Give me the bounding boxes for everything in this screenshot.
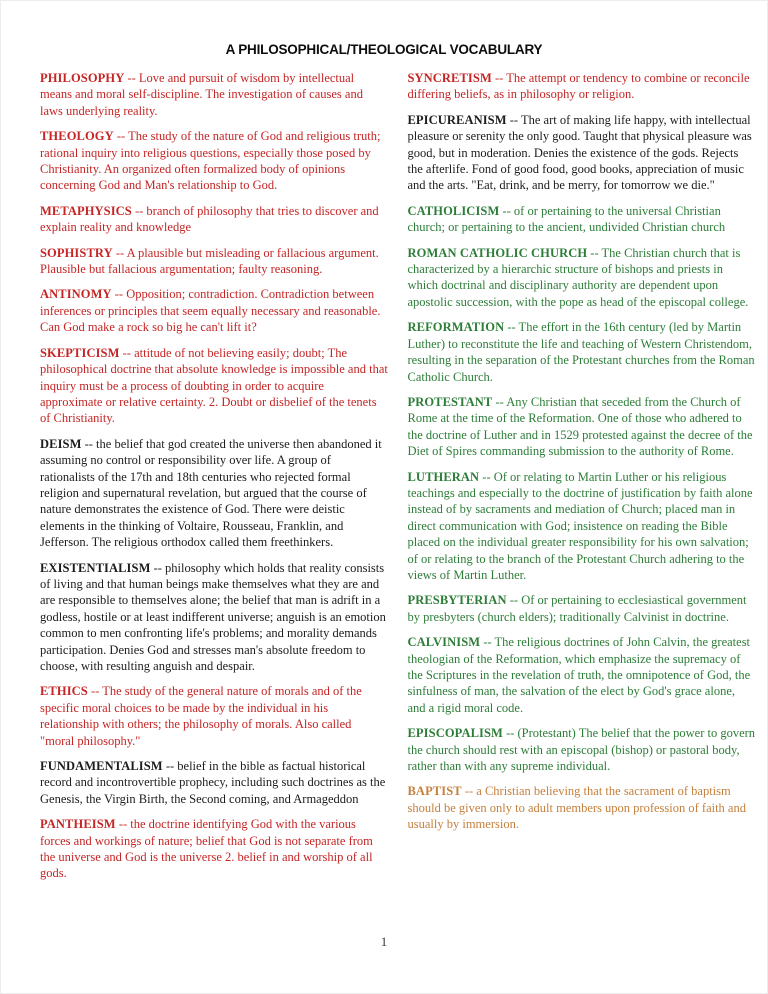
page-title: A PHILOSOPHICAL/THEOLOGICAL VOCABULARY bbox=[225, 42, 543, 57]
vocab-term: EPICUREANISM bbox=[407, 112, 507, 127]
vocab-entry bbox=[408, 245, 757, 311]
vocab-entry bbox=[40, 70, 389, 119]
vocab-term: ANTINOMY bbox=[40, 287, 112, 302]
vocab-definition: -- The effort in the 16th century (led by Martin Luther) to reconstitute the life and teaching of Western Christendom, resulting in the separation of the Protestant churches from the Roman Catholic Church. bbox=[407, 320, 755, 384]
vocab-term: METAPHYSICS bbox=[40, 203, 132, 218]
vocab-term: PROTESTANT bbox=[407, 394, 493, 409]
vocab-entry bbox=[40, 436, 389, 551]
vocab-term: DEISM bbox=[40, 436, 82, 451]
vocab-definition: -- The art of making life happy, with intellectual pleasure or serenity the only good. Taught that physical pleasure was good, but in moderation. Denies the existence of the gods. Rejects the afterlife. Fond of good food, good books, appreciation of music and the arts. "Eat, drink, and be merry, for tomorrow we die." bbox=[407, 112, 752, 193]
vocab-entry bbox=[40, 758, 389, 807]
vocab-entry bbox=[408, 112, 757, 194]
vocab-entry bbox=[408, 203, 757, 236]
vocab-term: REFORMATION bbox=[407, 320, 505, 335]
vocab-term: EPISCOPALISM bbox=[407, 726, 503, 741]
vocab-term: LUTHERAN bbox=[407, 469, 480, 484]
vocab-definition: -- The study of the general nature of morals and of the specific moral choices to be made by the individual in his relationship with others; the philosophy of morals. Also called "moral philosophy." bbox=[40, 684, 362, 748]
vocab-definition: -- Of or pertaining to ecclesiastical government by presbyters (church elders); traditionally Calvinist in doctrine. bbox=[407, 593, 747, 624]
vocab-definition: -- philosophy which holds that reality consists of living and that human beings make themselves what they are and are responsible to themselves alone; the belief that man is adrift in a godless, hostile or at least indifferent universe; anguish is an emotion common to men confronting life's problems; and morality demands participation. Denies God and stresses man's absolute freedom to choose, with resulting anguish and despair. bbox=[40, 560, 386, 673]
vocab-term: BAPTIST bbox=[407, 784, 462, 799]
vocab-definition: -- of or pertaining to the universal Christian church; or pertaining to the ancient, undivided Christian church bbox=[407, 203, 726, 235]
vocab-definition: -- attitude of not believing easily; doubt; The philosophical doctrine that absolute knowledge is impossible and that inquiry must be a process of doubting in order to acquire approximate or relative certainty. 2. Doubt or disbelief of the tenets of Christianity. bbox=[40, 345, 388, 426]
vocab-definition: -- The attempt or tendency to combine or reconcile differing beliefs, as in philosophy or religion. bbox=[407, 71, 750, 102]
vocab-entry bbox=[40, 560, 389, 675]
two-column-layout bbox=[40, 70, 756, 891]
vocab-term: ETHICS bbox=[40, 684, 88, 699]
vocab-term: PRESBYTERIAN bbox=[407, 593, 507, 608]
vocab-definition: -- a Christian believing that the sacrament of baptism should be given only to adult members upon profession of faith and usually by immersion. bbox=[407, 784, 746, 832]
vocab-definition: -- (Protestant) The belief that the power to govern the church should rest with an episcopal (bishop) or pastoral body, rather than with any supreme individual. bbox=[407, 726, 756, 774]
vocab-definition: -- the doctrine identifying God with the various forces and workings of nature; belief that God is not separate from the universe and God is the universe 2. belief in and worship of all gods. bbox=[40, 817, 373, 881]
vocab-entry bbox=[408, 469, 757, 584]
vocab-entry bbox=[408, 592, 757, 625]
vocab-entry bbox=[408, 394, 757, 460]
vocab-term: CATHOLICISM bbox=[407, 203, 500, 218]
vocab-term: SYNCRETISM bbox=[407, 71, 492, 85]
vocab-entry bbox=[40, 128, 389, 194]
vocab-entry bbox=[40, 683, 389, 749]
vocab-term: SOPHISTRY bbox=[40, 245, 113, 260]
vocab-term: FUNDAMENTALISM bbox=[40, 759, 163, 774]
vocab-definition: -- A plausible but misleading or fallacious argument. Plausible but fallacious argumentation; faulty reasoning. bbox=[40, 245, 379, 277]
vocab-definition: -- branch of philosophy that tries to discover and explain reality and knowledge bbox=[40, 203, 379, 235]
vocab-definition: -- Opposition; contradiction. Contradiction between inferences or principles that seem equally necessary and reasonable. Can God make a rock so big he can't lift it? bbox=[40, 287, 381, 335]
vocab-entry bbox=[408, 783, 757, 832]
vocab-term: THEOLOGY bbox=[40, 129, 114, 144]
left-column bbox=[40, 70, 389, 891]
vocab-entry bbox=[40, 816, 389, 882]
vocab-definition: -- The study of the nature of God and religious truth; rational inquiry into religious questions, especially those posed by Christianity. An organized often formalized body of opinions concerning God and Man's relationship to God. bbox=[40, 129, 381, 193]
vocab-entry bbox=[40, 345, 389, 427]
vocab-definition: -- The religious doctrines of John Calvin, the greatest theologian of the Reformation, which emphasize the supremacy of the Scriptures in the revelation of truth, the omnipotence of God, the sinfulness of man, the salvation of the elect by God's grace alone, and a rigid moral code. bbox=[407, 635, 751, 715]
vocab-term: SKEPTICISM bbox=[40, 345, 120, 360]
vocab-entry bbox=[408, 70, 757, 103]
vocab-term: EXISTENTIALISM bbox=[40, 560, 151, 575]
vocab-term: CALVINISM bbox=[407, 635, 481, 650]
vocab-term: PHILOSOPHY bbox=[40, 71, 125, 85]
vocab-term: PANTHEISM bbox=[40, 817, 116, 832]
right-column bbox=[408, 70, 757, 891]
vocab-definition: -- belief in the bible as factual historical record and incontrovertible prophecy, including such doctrines as the Genesis, the Virgin Birth, the Second coming, and Armageddon bbox=[40, 759, 386, 806]
vocab-entry bbox=[40, 245, 389, 278]
page-number: 1 bbox=[380, 934, 388, 949]
vocab-entry bbox=[408, 634, 757, 716]
vocab-entry bbox=[40, 203, 389, 236]
vocab-definition: -- the belief that god created the universe then abandoned it assuming no control or responsibility over life. A group of rationalists of the 17th and 18th centuries who rejected formal religion and supernatural revelation, but argued that the course of nature demonstrates the existence of God. There were deistic elements in the thinking of Voltaire, Rousseau, Franklin, and Jefferson. The religious orthodox called them freethinkers. bbox=[40, 436, 382, 550]
vocab-definition: -- Any Christian that seceded from the Church of Rome at the time of the Reformation. One of those who adhered to the doctrine of Luther and in 1529 protested against the decree of the Diet of Spires commanding submission to the authority of Rome. bbox=[407, 394, 753, 459]
vocab-definition: -- Of or relating to Martin Luther or his religious teachings and especially to the doctrine of justification by faith alone instead of by sacraments and mediation of Church; placed man in direct communication with God; insistence on reading the Bible placed on the individual greater responsibility for his own salvation; of or relating to the branch of the Protestant Church adhering to the views of Martin Luther. bbox=[407, 469, 753, 582]
vocab-definition: -- Love and pursuit of wisdom by intellectual means and moral self-discipline. The investigation of causes and laws underlying reality. bbox=[40, 71, 363, 118]
vocab-entry bbox=[408, 725, 757, 774]
vocab-entry bbox=[408, 319, 757, 385]
vocab-definition: -- The Christian church that is characterized by a hierarchic structure of bishops and priests in which doctrinal and disciplinary authority are dependent upon apostolic succession, with the pope as head of the episcopal college. bbox=[407, 245, 749, 309]
vocab-entry bbox=[40, 286, 389, 335]
vocab-term: ROMAN CATHOLIC CHURCH bbox=[407, 245, 588, 260]
